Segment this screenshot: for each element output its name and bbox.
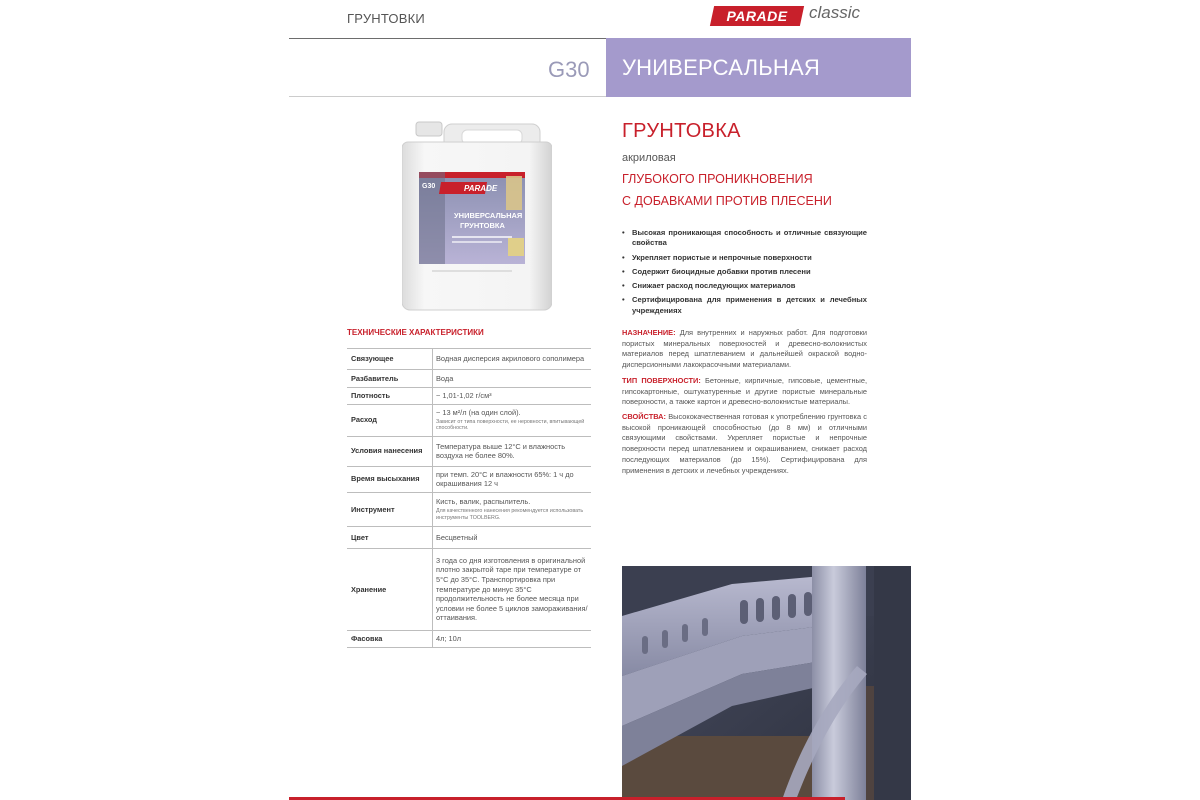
surface-label: ТИП ПОВЕРХНОСТИ: [622,376,701,385]
spec-value: Бесцветный [433,526,592,548]
canister-label-line2: ГРУНТОВКА [460,221,505,230]
purpose-label: НАЗНАЧЕНИЕ: [622,328,676,337]
brand-logo [712,2,902,30]
table-row [347,466,591,492]
table-row [347,526,591,548]
product-title: ГРУНТОВКА [622,120,741,142]
spec-key: Инструмент [347,492,433,526]
product-code: G30 [548,57,590,82]
product-feature-line2: С ДОБАВКАМИ ПРОТИВ ПЛЕСЕНИ [622,194,832,208]
purpose-text: Для внутренних и наружных работ. Для подготовки пористых минеральных поверхностей и древесно-волокнистых материалов перед шпатлеванием и дальнейшей окраской водно-дисперсионными лакокрасочными материалами. [622,328,867,370]
spec-note: Для качественного нанесения рекомендуется использовать инструменты TOOLBERG. [436,507,584,521]
table-row [347,548,591,630]
table-row [347,370,591,388]
table-row [347,404,591,436]
table-row [347,492,591,526]
spec-key: Плотность [347,388,433,405]
spec-value: при темп. 20°С и влажности 65%: 1 ч до окрашивания 12 ч [433,466,592,492]
spec-key: Время высыхания [347,466,433,492]
properties-text: Высококачественная готовая к употреблению грунтовка с высокой проникающей способностью (до 8 мм) и отличными связующими свойствами. Укрепляет пористые и непрочные поверхности перед шпатлеванием и окрашиванием, снижает расход последующих материалов (до 15%). Сертифицирована для применения в детских и лечебных учреждениях. [622,412,867,475]
purpose-paragraph [622,328,867,371]
table-row [347,388,591,405]
list-item: • Сертифицирована для применения в детских и лечебных учреждениях [622,295,867,316]
specs-table [347,348,591,648]
list-item: • Снижает расход последующих материалов [622,281,867,291]
specs-title: ТЕХНИЧЕСКИЕ ХАРАКТЕРИСТИКИ [347,328,484,337]
spec-key: Фасовка [347,630,433,647]
spec-key: Расход [347,404,433,436]
canister-brand: PARADE [464,184,498,193]
list-item: • Содержит биоцидные добавки против плесени [622,267,867,277]
header-divider [289,38,606,39]
table-row [347,436,591,466]
category-label: ГРУНТОВКИ [347,11,425,26]
table-row [347,349,591,370]
spec-value: Кисть, валик, распылитель. [436,497,531,507]
brand-name: PARADE [726,8,788,24]
spec-value: 4л; 10л [433,630,592,647]
product-feature-line1: ГЛУБОКОГО ПРОНИКНОВЕНИЯ [622,172,813,186]
canister-label-line1: УНИВЕРСАЛЬНАЯ [454,211,523,220]
spec-value: 3 года со дня изготовления в оригинальной плотно закрытой таре при температуре от 5°С до 35°С. Транспортировка при температуре до минус 35°С продолжительность не более месяца при условии не более 5 циклов замораживания/оттаивания. [433,548,592,630]
surface-text: Бетонные, кирпичные, гипсовые, цементные, гипсокартонные, оштукатуренные и другие пористые минеральные поверхности, а также картон и древесно-волокнистые материалы. [622,376,867,407]
table-row [347,630,591,647]
interior-photo [622,566,911,800]
spec-value: Вода [433,370,592,388]
feature-list [622,228,867,320]
spec-value: ~ 1,01-1,02 г/см³ [433,388,592,405]
spec-key: Хранение [347,548,433,630]
canister-image [402,120,552,312]
list-item: • Укрепляет пористые и непрочные поверхности [622,253,867,263]
spec-key: Цвет [347,526,433,548]
product-subtitle: акриловая [622,152,676,164]
list-item: • Высокая проникающая способность и отличные связующие свойства [622,228,867,249]
spec-key: Разбавитель [347,370,433,388]
spec-value: Температура выше 12°С и влажность воздуха не более 80%. [433,436,592,466]
spec-note: Зависит от типа поверхности, ее неровности, впитывающей способности. [436,418,585,432]
brand-line: classic [809,3,861,22]
spec-value: Водная дисперсия акрилового сополимера [433,349,592,370]
canister-code: G30 [422,183,436,190]
product-name: УНИВЕРСАЛЬНАЯ [622,55,820,80]
spec-value: ~ 13 м²/л (на один слой). [436,407,521,417]
header-divider-bottom [289,96,606,97]
spec-key: Условия нанесения [347,436,433,466]
properties-paragraph [622,412,867,476]
properties-label: СВОЙСТВА: [622,412,666,421]
surface-paragraph [622,376,867,408]
product-packshot [402,120,552,312]
product-name-band [606,38,911,97]
spec-key: Связующее [347,349,433,370]
